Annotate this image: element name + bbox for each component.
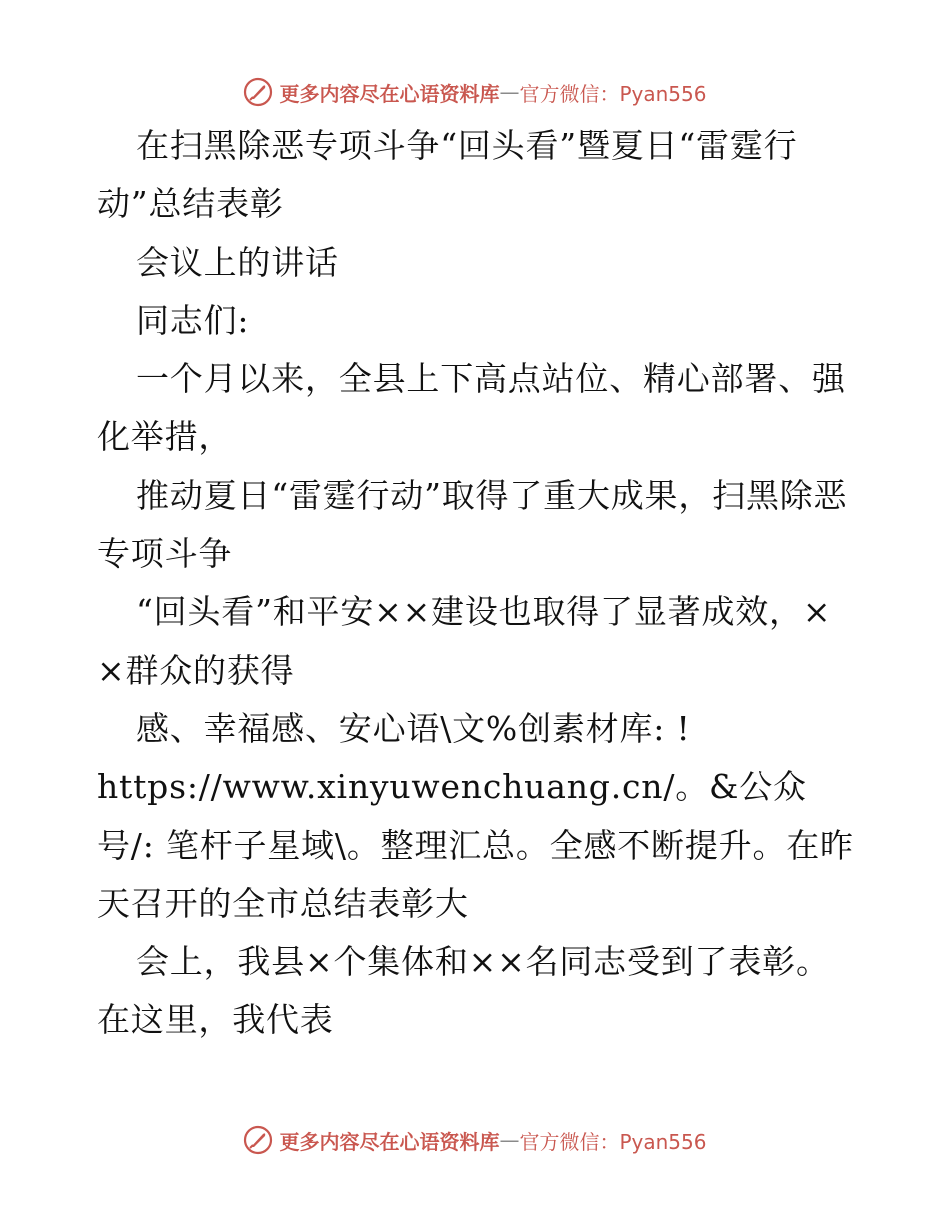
paragraph-salutation: 同志们: xyxy=(136,300,250,340)
banner-separator: — xyxy=(499,80,520,104)
brand-text: 更多内容尽在心语资料库 xyxy=(279,1129,500,1154)
wechat-text: 官方微信：Pyan556 xyxy=(519,81,707,106)
paragraph: 会上，我县×个集体和××名同志受到了表彰。在这里，我代表 xyxy=(97,942,830,1040)
footer-watermark-banner xyxy=(0,1120,950,1160)
banner-separator: — xyxy=(499,1128,520,1152)
document-body xyxy=(97,117,857,1050)
paragraph: “回头看”和平安××建设也取得了显著成效，××群众的获得 xyxy=(97,592,832,690)
header-watermark-banner xyxy=(0,72,950,112)
paragraph-url: https://www.xinyuwenchuang.cn/。&公众号/: 笔杆子星域\。整理汇总。全感不断提升。在昨天召开的全市总结表彰大 xyxy=(97,767,854,923)
paragraph-title-line: 在扫黑除恶专项斗争“回头看”暨夏日“雷霆行动”总结表彰 xyxy=(97,126,798,224)
quill-seal-icon xyxy=(243,77,273,107)
brand-text: 更多内容尽在心语资料库 xyxy=(279,81,500,106)
paragraph: 一个月以来，全县上下高点站位、精心部署、强化举措， xyxy=(97,359,846,457)
paragraph-title-line-2: 会议上的讲话 xyxy=(136,242,339,282)
paragraph: 感、幸福感、安心语\文%创素材库: ! xyxy=(136,708,691,748)
wechat-text: 官方微信：Pyan556 xyxy=(519,1129,707,1154)
paragraph: 推动夏日“雷霆行动”取得了重大成果，扫黑除恶专项斗争 xyxy=(97,475,848,574)
quill-seal-icon xyxy=(243,1125,273,1155)
